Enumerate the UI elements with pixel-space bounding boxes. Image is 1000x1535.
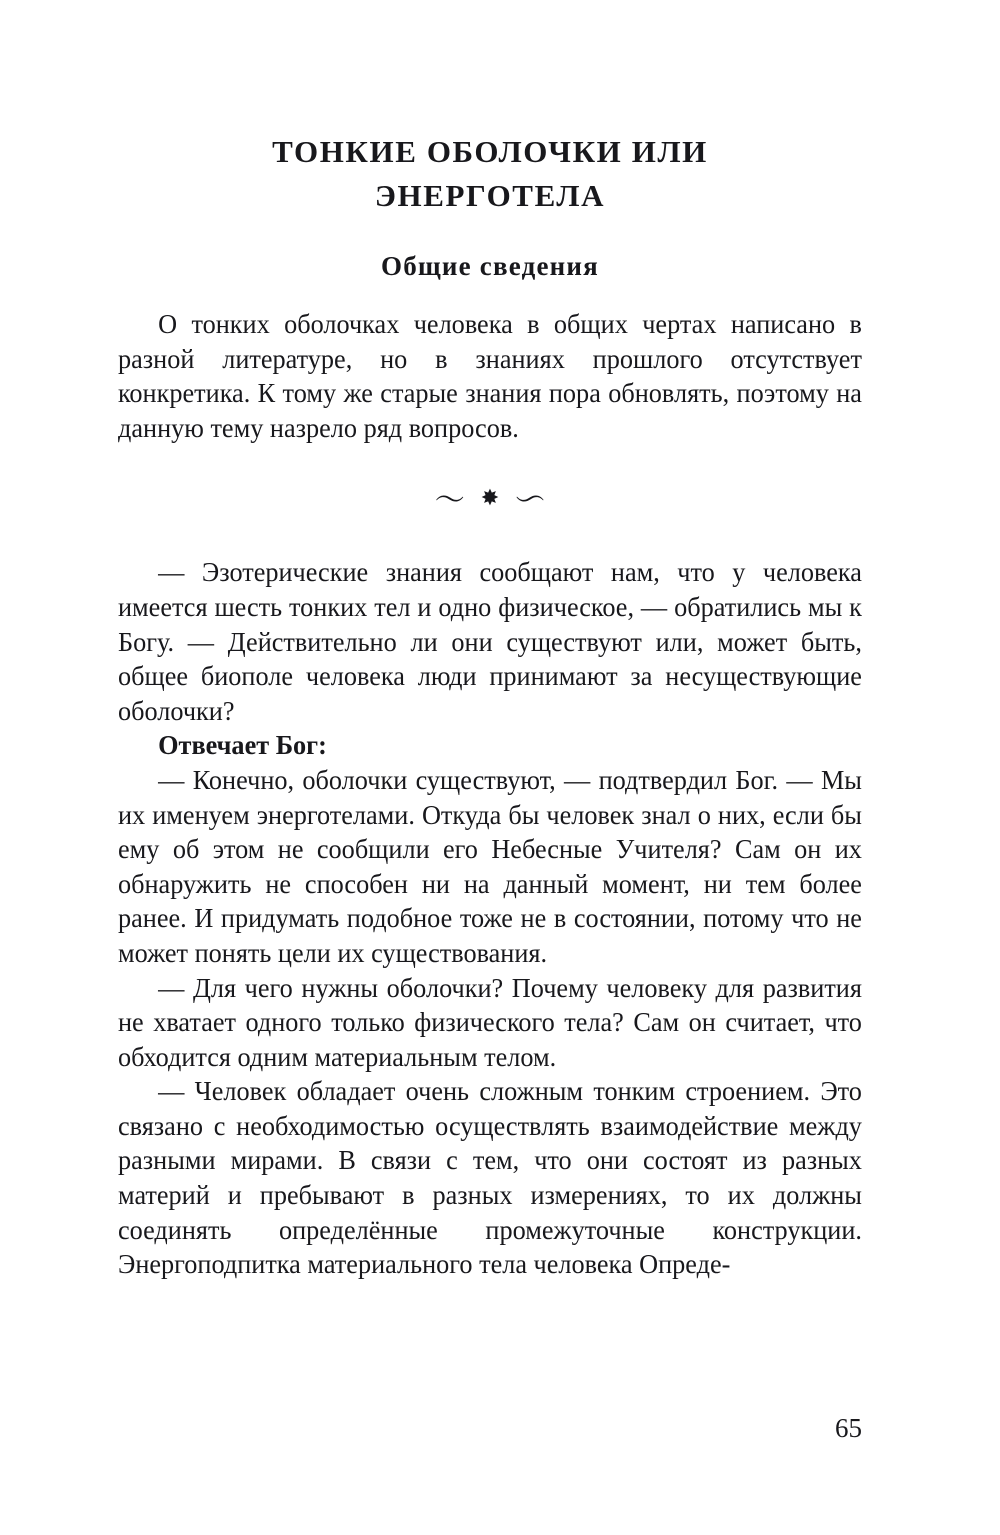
paragraph-question-2: — Для чего нужны оболочки? Почему человеку для развития не хватает одного только физического тела? Сам он считает, что обходится одним материальным телом. — [118, 971, 862, 1072]
paragraph-answer-2: — Человек обладает очень сложным тонким строением. Это связано с необходимостью осуществлять взаимодействие между разными мирами. В связи с тем, что они состоят из разных материй и пребывают в разных измерениях, то их должны соединять определённые промежуточные конструкции. Энергоподпитка материального тела человека Опреде- — [118, 1075, 862, 1280]
ornament-divider — [118, 479, 862, 519]
paragraph-question-1: — Эзотерические знания сообщают нам, что у человека имеется шесть тонких тел и одно физическое, — обратились мы к Богу. — Действительно ли они существуют или, может быть, общее биополе человека люди принимают за несуществующие оболочки? — [118, 556, 862, 726]
paragraph-intro: О тонких оболочках человека в общих чертах написано в разной литературе, но в знаниях прошлого отсутствует конкретика. К тому же старые знания пора обновлять, поэтому на данную тему назрело ряд вопросов. — [118, 308, 862, 443]
chapter-title-line-1: ТОНКИЕ ОБОЛОЧКИ ИЛИ — [272, 134, 708, 169]
swash-flourish-left-icon: 〜 — [434, 483, 465, 519]
chapter-title — [170, 130, 810, 218]
chapter-title-line-2: ЭНЕРГОТЕЛА — [374, 178, 606, 213]
page-content — [118, 130, 862, 1282]
paragraph-god-answers-label: Отвечает Бог: — [158, 729, 327, 761]
section-title: Общие сведения — [381, 251, 599, 281]
paragraph-answer-1: — Конечно, оболочки существуют, — подтвердил Бог. — Мы их именуем энерготелами. Откуда бы человек знал о них, если бы ему об этом не сообщили его Небесные Учителя? Сам он их обнаружить не способен ни на данный момент, ни тем более ранее. И придумать подобное тоже не в состоянии, потому что не может понять цели их существования. — [118, 763, 862, 968]
flower-star-ornament-icon: ✸ — [480, 486, 500, 512]
swash-flourish-right-icon: 〜 — [515, 483, 546, 519]
page-number: 65 — [835, 1413, 862, 1443]
